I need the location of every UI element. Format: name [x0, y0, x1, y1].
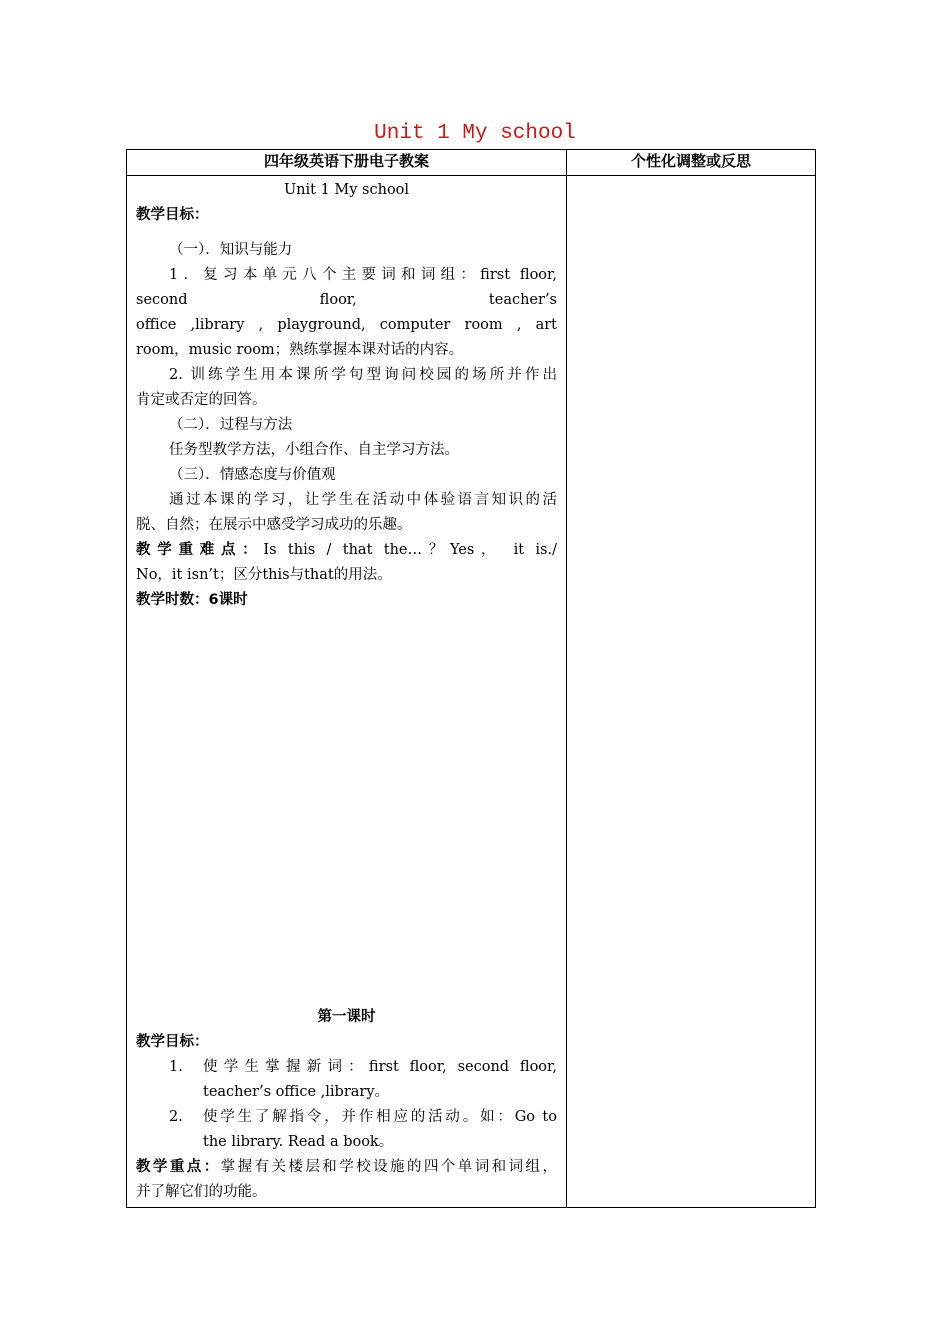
difficulty-label: 教学重难点：	[136, 542, 264, 558]
lesson-plan-cell	[127, 176, 567, 1208]
item1-line4: room，music room；熟练掌握本课对话的内容。	[136, 342, 464, 358]
keypoint-line2: 并了解它们的功能。	[136, 1184, 267, 1200]
lesson1-item-line1: 使学生了解指令，并作相应的活动。如：Go to	[203, 1109, 557, 1125]
lesson1-heading: 第一课时	[317, 1009, 376, 1025]
item1-line3: office ,library , playground, computer room , art	[136, 317, 557, 333]
unit-heading: Unit 1 My school	[283, 182, 410, 198]
item2-line2: 肯定或否定的回答。	[136, 392, 267, 408]
keypoint-text: 掌握有关楼层和学校设施的四个单词和词组，	[220, 1159, 557, 1175]
item1-line2: second floor, teacher’s	[136, 292, 557, 308]
part2-heading: （二）．过程与方法	[169, 417, 293, 433]
lesson1-item-line2: teacher’s office ,library。	[203, 1084, 390, 1100]
part3-heading: （三）．情感态度与价值观	[169, 467, 336, 483]
keypoint-line1	[136, 1155, 557, 1180]
lesson1-item-number: 2.	[169, 1109, 183, 1125]
document-title: Unit 1 My school	[374, 122, 576, 145]
lesson1-item-line1: 使学生掌握新词：first floor, second floor,	[203, 1059, 557, 1075]
lesson-plan-table	[126, 149, 816, 1208]
objectives-label: 教学目标：	[136, 207, 209, 223]
item2-line1: 2. 训练学生用本课所学句型询问校园的场所并作出	[169, 367, 557, 383]
header-lesson-plan: 四年级英语下册电子教案	[127, 150, 567, 176]
part2-text: 任务型教学方法，小组合作、自主学习方法。	[169, 442, 459, 458]
lesson1-item-line2: the library. Read a book。	[203, 1134, 394, 1150]
keypoint-label: 教学重点：	[136, 1159, 221, 1175]
table-body-row	[127, 176, 816, 1208]
table-header-row	[127, 150, 816, 176]
part3-line2: 脱、自然；在展示中感受学习成功的乐趣。	[136, 517, 412, 533]
lesson1-item-number: 1.	[169, 1059, 183, 1075]
teaching-hours: 教学时数：6课时	[136, 592, 248, 608]
lesson1-objectives-label: 教学目标：	[136, 1034, 209, 1050]
lesson1-item	[136, 1105, 557, 1155]
header-reflection: 个性化调整或反思	[567, 150, 816, 176]
difficulty-line1	[136, 538, 557, 563]
item1-line1: 1．复习本单元八个主要词和词组：first floor,	[169, 267, 557, 283]
reflection-cell	[567, 176, 816, 1208]
part1-heading: （一）．知识与能力	[169, 242, 293, 258]
part3-line1: 通过本课的学习，让学生在活动中体验语言知识的活	[169, 492, 557, 508]
difficulty-text: Is this / that the…？Yes， it is./	[263, 542, 557, 558]
difficulty-line2: No，it isn’t；区分this与that的用法。	[136, 567, 392, 583]
lesson1-item	[136, 1055, 557, 1105]
